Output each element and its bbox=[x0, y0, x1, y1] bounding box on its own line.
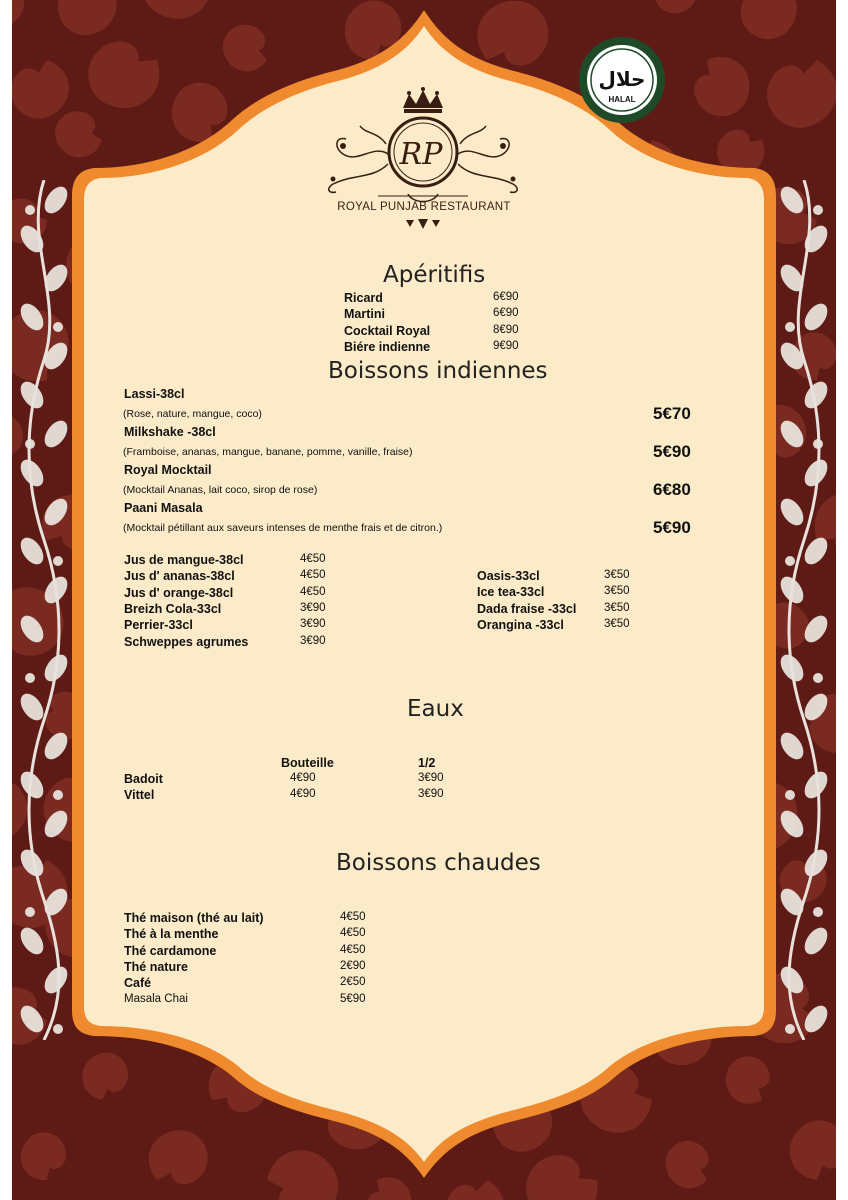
aperitif-name: Biére indienne bbox=[344, 339, 431, 354]
soft-drink-name: Dada fraise -33cl bbox=[477, 601, 577, 616]
water-name: Vittel bbox=[124, 788, 155, 803]
water-half-price: 3€90 bbox=[418, 788, 444, 801]
hot-drink-price: 2€50 bbox=[340, 976, 366, 989]
eaux-column-half: 1/2 bbox=[418, 756, 436, 770]
soft-drink-price: 4€50 bbox=[300, 585, 326, 598]
monogram-text: RP bbox=[399, 137, 443, 172]
indian-drink-name: Paani Masala bbox=[124, 501, 203, 515]
hot-drink-name: Café bbox=[124, 976, 152, 991]
soft-drink-name: Orangina -33cl bbox=[477, 617, 564, 632]
water-half-price: 3€90 bbox=[418, 772, 444, 784]
aperitif-name: Ricard bbox=[344, 291, 383, 305]
soft-drink-price: 3€50 bbox=[604, 585, 630, 598]
hot-drink-name: Thé nature bbox=[124, 959, 188, 974]
soft-drink-price: 3€90 bbox=[300, 618, 326, 631]
soft-drink-price: 3€50 bbox=[604, 601, 630, 614]
hot-drink-price: 4€50 bbox=[340, 943, 366, 956]
indian-drink-description: (Rose, nature, mangue, coco) bbox=[123, 408, 262, 420]
soft-drink-price: 3€50 bbox=[604, 569, 630, 581]
soft-drink-name: Jus d' ananas-38cl bbox=[124, 569, 235, 584]
soft-drink-name: Perrier-33cl bbox=[124, 618, 193, 633]
indian-drink-description: (Mocktail Ananas, lait coco, sirop de rose) bbox=[123, 484, 318, 496]
eaux-title: Eaux bbox=[407, 696, 464, 722]
aperitif-name: Cocktail Royal bbox=[344, 323, 431, 338]
indian-drink-name: Royal Mocktail bbox=[124, 463, 212, 477]
soft-drink-name: Schweppes agrumes bbox=[124, 634, 249, 649]
hot-drink-name: Thé à la menthe bbox=[124, 927, 219, 942]
boissons-chaudes-title: Boissons chaudes bbox=[336, 850, 541, 876]
water-bottle-price: 4€90 bbox=[290, 772, 316, 784]
indian-drink-name: Lassi-38cl bbox=[124, 387, 185, 401]
eaux-column-bottle: Bouteille bbox=[281, 756, 334, 770]
halal-badge bbox=[578, 36, 666, 124]
halal-label: HALAL bbox=[608, 95, 636, 104]
indian-drink-price: 6€80 bbox=[653, 480, 691, 499]
aperitifs-title: Apéritifis bbox=[383, 262, 486, 288]
aperitif-name: Martini bbox=[344, 307, 385, 322]
indian-drink-price: 5€90 bbox=[653, 442, 691, 461]
hot-drink-price: 4€50 bbox=[340, 927, 366, 940]
indian-drink-description: (Framboise, ananas, mangue, banane, pomme, vanille, fraise) bbox=[123, 446, 413, 458]
water-name: Badoit bbox=[124, 772, 163, 786]
hot-drink-name: Thé cardamone bbox=[124, 943, 217, 958]
restaurant-name: ROYAL PUNJAB RESTAURANT bbox=[337, 201, 511, 213]
indian-drink-description: (Mocktail pétillant aux saveurs intenses de menthe frais et de citron.) bbox=[123, 522, 443, 534]
indian-drink-price: 5€90 bbox=[653, 518, 691, 537]
aperitif-price: 6€90 bbox=[493, 291, 519, 303]
soft-drink-name: Ice tea-33cl bbox=[477, 585, 545, 600]
hot-drink-name: Thé maison (thé au lait) bbox=[124, 911, 264, 925]
hot-drink-price: 5€90 bbox=[340, 992, 366, 1005]
aperitif-price: 9€90 bbox=[493, 339, 519, 352]
crown-icon bbox=[403, 87, 443, 113]
soft-drink-name: Jus d' orange-38cl bbox=[124, 585, 234, 600]
indian-drink-name: Milkshake -38cl bbox=[124, 425, 216, 439]
soft-drink-price: 3€50 bbox=[604, 617, 630, 630]
hot-drink-price: 4€50 bbox=[340, 911, 366, 923]
soft-drink-price: 3€90 bbox=[300, 601, 326, 614]
hot-drink-name: Masala Chai bbox=[124, 992, 188, 1005]
halal-arabic-text: حلال bbox=[598, 67, 646, 91]
soft-drink-name: Oasis-33cl bbox=[477, 569, 540, 583]
water-bottle-price: 4€90 bbox=[290, 788, 316, 801]
soft-drink-name: Jus de mangue-38cl bbox=[124, 553, 244, 567]
indian-drink-price: 5€70 bbox=[653, 404, 691, 423]
aperitif-price: 8€90 bbox=[493, 323, 519, 336]
aperitif-price: 6€90 bbox=[493, 307, 519, 320]
soft-drink-price: 3€90 bbox=[300, 634, 326, 647]
soft-drink-price: 4€50 bbox=[300, 553, 326, 565]
soft-drink-name: Breizh Cola-33cl bbox=[124, 601, 222, 616]
soft-drink-price: 4€50 bbox=[300, 569, 326, 582]
hot-drink-price: 2€90 bbox=[340, 959, 366, 972]
restaurant-logo bbox=[318, 84, 528, 236]
boissons-indiennes-title: Boissons indiennes bbox=[328, 358, 548, 384]
